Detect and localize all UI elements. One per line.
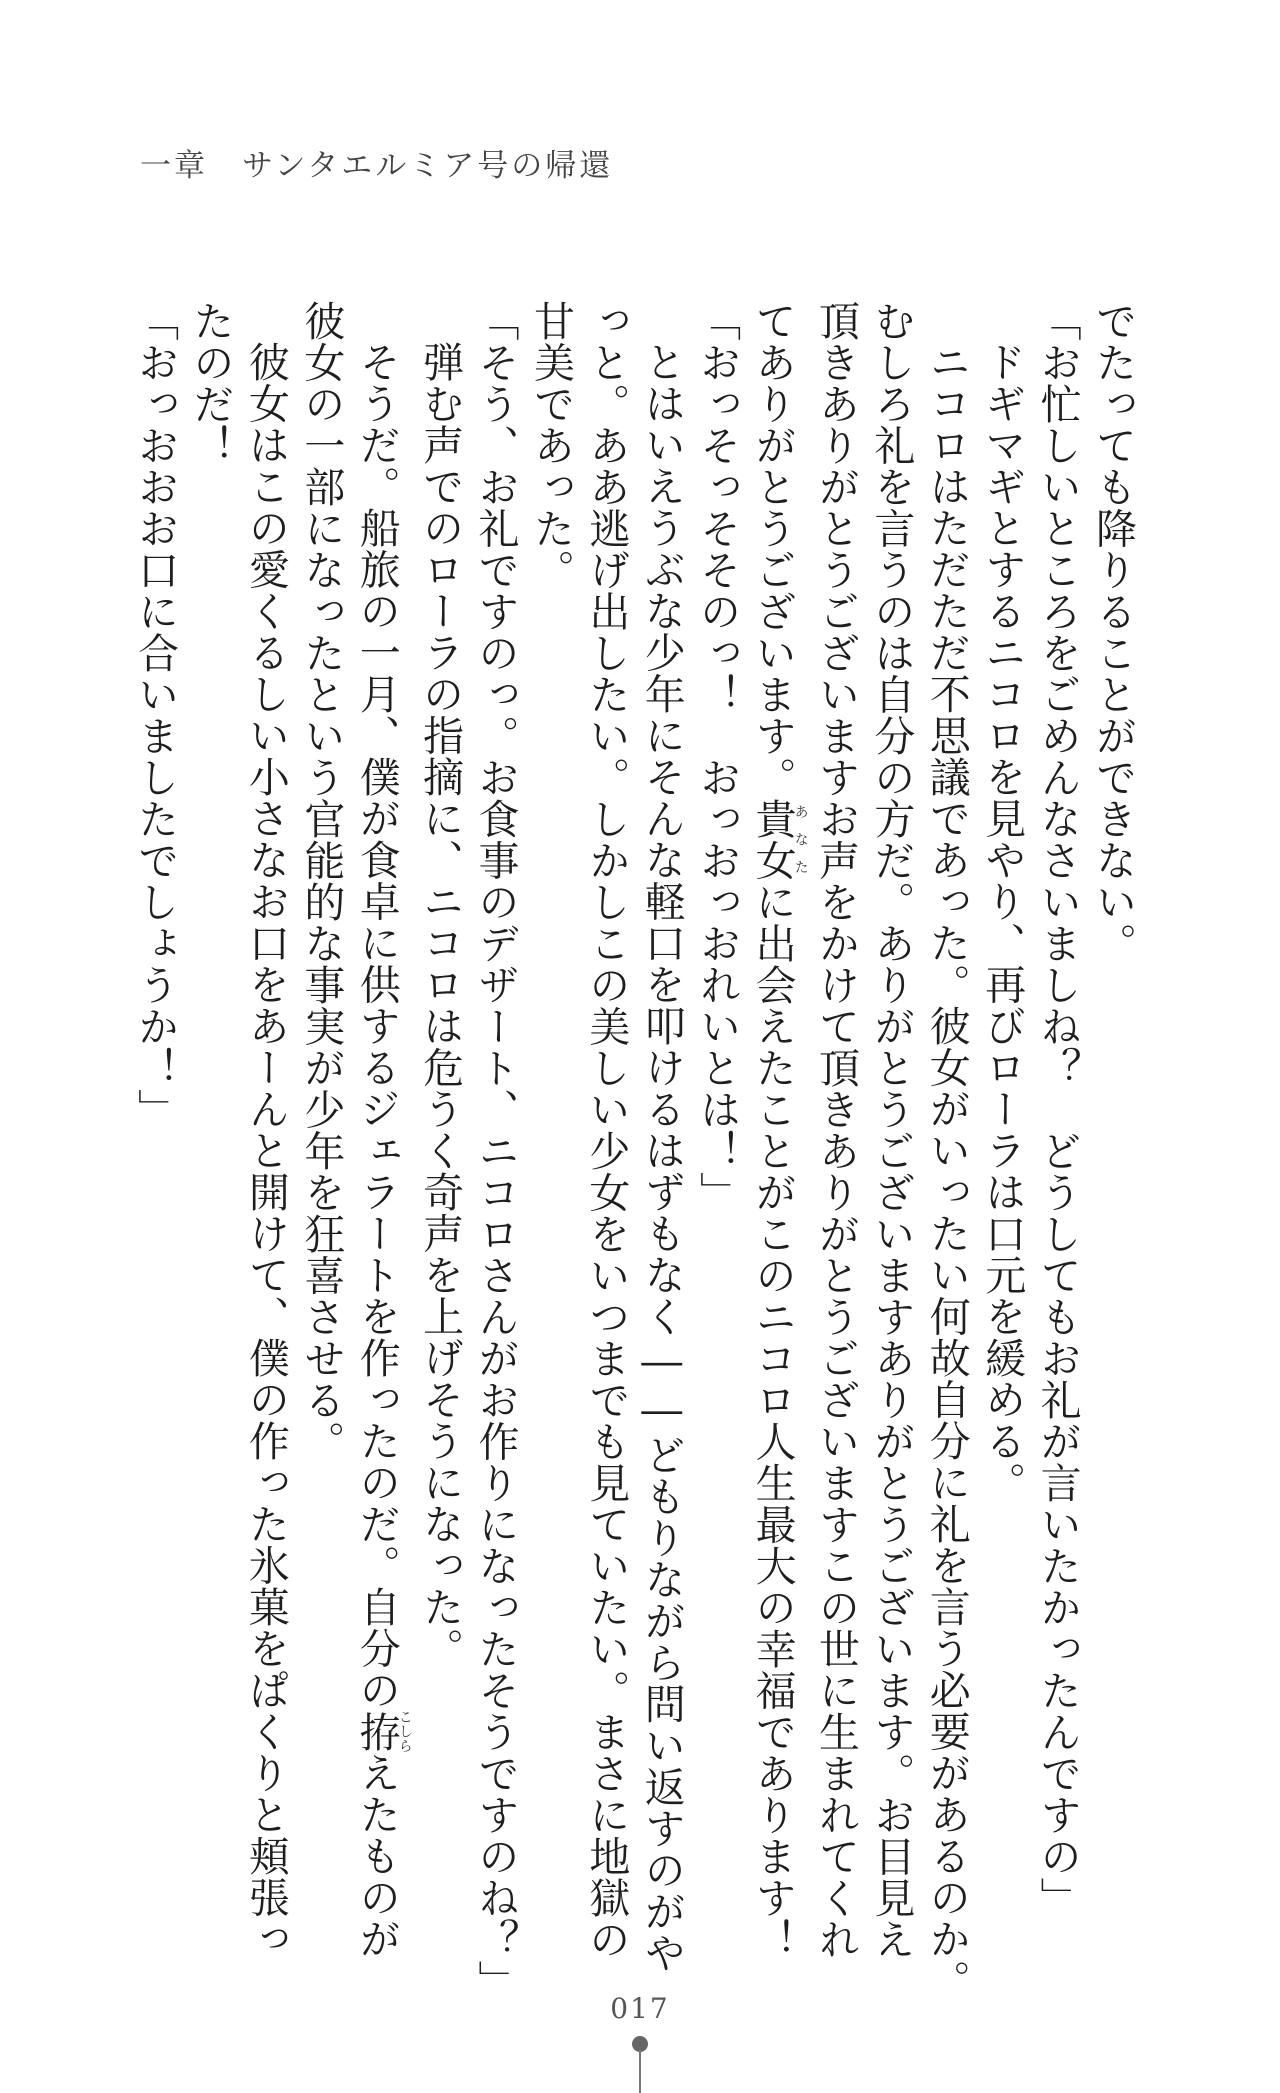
- text-line: むしろ礼を言うのは自分の方だ。ありがとうございますありがとうございます。お目見え: [867, 300, 916, 1960]
- ruby-annotation: 拵こしら: [352, 1709, 413, 1753]
- page-number: 017: [610, 1992, 670, 2025]
- text-line: てありがとうございます。貴女あなたに出会えたことがこのニコロ人生最大の幸福であります！: [748, 300, 809, 1960]
- text-line: そうだ。船旅の一月、僕が食卓に供するジェラートを作ったのだ。自分の拵こしらえたものが: [352, 341, 413, 1960]
- running-head: 一章 サンタエルミア号の帰還: [140, 148, 614, 184]
- text-line: っと。ああ逃げ出したい。しかしこの美しい少女をいつまでも見ていたい。まさに地獄の: [582, 300, 631, 1960]
- folio-rule: [639, 2050, 641, 2093]
- text-line: 「おっそっそそのっ！ おっおっおれいとは！」: [693, 300, 742, 1213]
- text-line: ドギマギとするニコロを見やり、再びローラは口元を緩める。: [978, 341, 1027, 1503]
- text-line: ニコロはただただ不思議であった。彼女がいったい何故自分に礼を言う必要があるのか。: [922, 341, 971, 2001]
- text-line: 彼女はこの愛くるしい小さなお口をあーんと開けて、僕の作った氷菓をぱくりと頬張っ: [241, 341, 290, 1960]
- text-line: 弾む声でのローラの指摘に、ニコロは危うく奇声を上げそうになった。: [416, 341, 465, 1669]
- text-line: 彼女の一部になったという官能的な事実が少年を狂喜させる。: [297, 300, 346, 1462]
- text-line: とはいえうぶな少年にそんな軽口を叩けるはずもなく――どもりながら問い返すのがや: [637, 341, 686, 1974]
- text-line: 頂きありがとうございますお声をかけて頂きありがとうございますこの世に生まれてくれ: [811, 300, 860, 1960]
- text-line: 「おっおおお口に合いましたでしょうか！」: [131, 300, 180, 1130]
- ruby-reading: あなた: [792, 798, 809, 881]
- text-line: でたっても降りることができない。: [1089, 300, 1137, 964]
- body-text-vertical: [130, 300, 1140, 2002]
- ruby-reading: こしら: [396, 1709, 413, 1753]
- ruby-annotation: 貴女あなた: [748, 798, 809, 881]
- text-line: たのだ！: [186, 300, 235, 466]
- text-line: 「お忙しいところをごめんなさいましね？ どうしてもお礼が言いたかったんですの」: [1033, 300, 1082, 1919]
- text-line: 「そう、お礼ですのっ。お食事のデザート、ニコロさんがお作りになったそうですのね？」: [471, 300, 520, 2002]
- text-line: 甘美であった。: [526, 300, 575, 591]
